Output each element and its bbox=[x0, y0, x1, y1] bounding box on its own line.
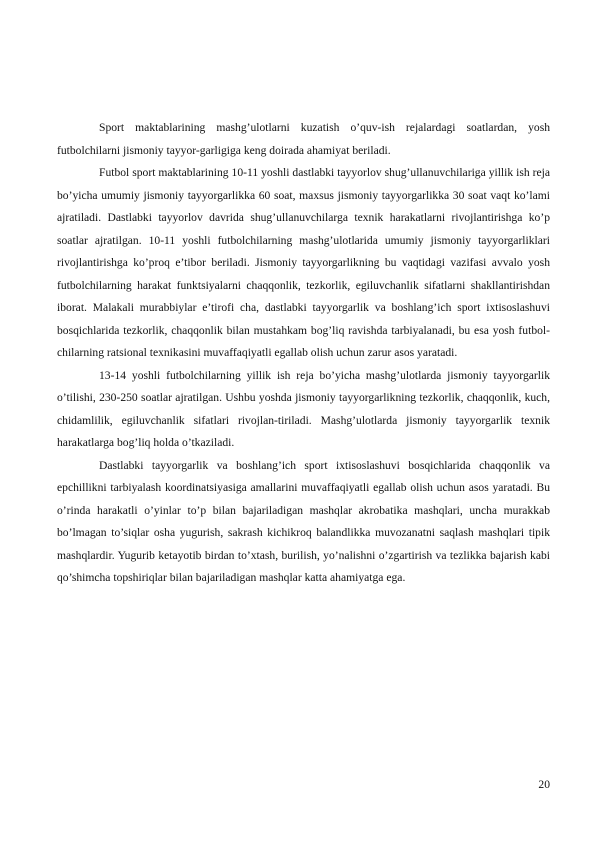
page-number: 20 bbox=[538, 778, 550, 791]
paragraph: Dastlabki tayyorgarlik va boshlang’ich sport ixtisoslashuvi bosqichlarida chaqqonlik va epchillikni tarbiyalash koordinatsiyasiga amallarini muvaffaqiyatli egallab olish uchun asos yaratadi. Bu o’rinda harakatli o’yinlar to’p bilan bajariladigan mashqlar akrobatika mashqlari, uncha murakkab bo’lmagan to’siqlar osha yugurish, sakrash kichikroq balandlikka muvozanatni saqlash mashqlari tipik mashqlardir. Yugurib ketayotib birdan to’xtash, burilish, yo’nalishni o’zgartirish va tezlikka bajarish kabi qo’shimcha topshiriqlar bilan bajariladigan mashqlar katta ahamiyatga ega. bbox=[57, 458, 550, 584]
paragraph: 13-14 yoshli futbolchilarning yillik ish reja bo’yicha mashg’ulotlarda jismoniy tayyorgarlik o’tilishi, 230-250 soatlar ajratilgan. Ushbu yoshda jismoniy tayyorgarlikning tezkorlik, chaqqonlik, kuch, chidamlilik, egiluvchanlik sifatlari rivojlan-tiriladi. Mashg’ulotlarda jismoniy tayyorgarlik texnik harakatlarga bog’liq holda o’tkaziladi. bbox=[57, 368, 550, 449]
paragraph: Futbol sport maktablarining 10-11 yoshli dastlabki tayyorlov shug’ullanuvchilariga yillik ish reja bo’yicha umumiy jismoniy tayyorgarlikka 60 soat, maxsus jismoniy tayyorgarlikka 30 soat vaqt ko’lami ajratiladi. Dastlabki tayyorlov davrida shug’ullanuvchilarga texnik harakatlarni rivojlantirishga ko’p soatlar ajratilgan. 10-11 yoshli futbolchilarning mashg’ulotlarida umumiy jismoniy tayyorgarliklari rivojlantirishga ko’proq e’tibor beriladi. Jismoniy tayyorgarlikning bu vaqtidagi vazifasi avvalo yosh futbolchilarning harakat funktsiyalarni chaqqonlik, tezkorlik, egiluvchanlik sifatlarni shakllantirishdan iborat. Malakali murabbiylar e’tirofi cha, dastlabki tayyorgarlik va boshlang’ich sport ixtisoslashuvi bosqichlarida tezkorlik, chaqqonlik bilan mustahkam bog’liq ravishda tarbiyalanadi, bu esa yosh futbol-chilarning ratsional texnikasini muvaffaqiyatli egallab olish uchun zarur asos yaratadi. bbox=[57, 166, 550, 359]
body-text bbox=[57, 117, 550, 590]
paragraph: Sport maktablarining mashg’ulotlarni kuzatish o’quv-ish rejalardagi soatlardan, yosh futbolchilarni jismoniy tayyor-garligiga keng doirada ahamiyat beriladi. bbox=[57, 121, 550, 157]
